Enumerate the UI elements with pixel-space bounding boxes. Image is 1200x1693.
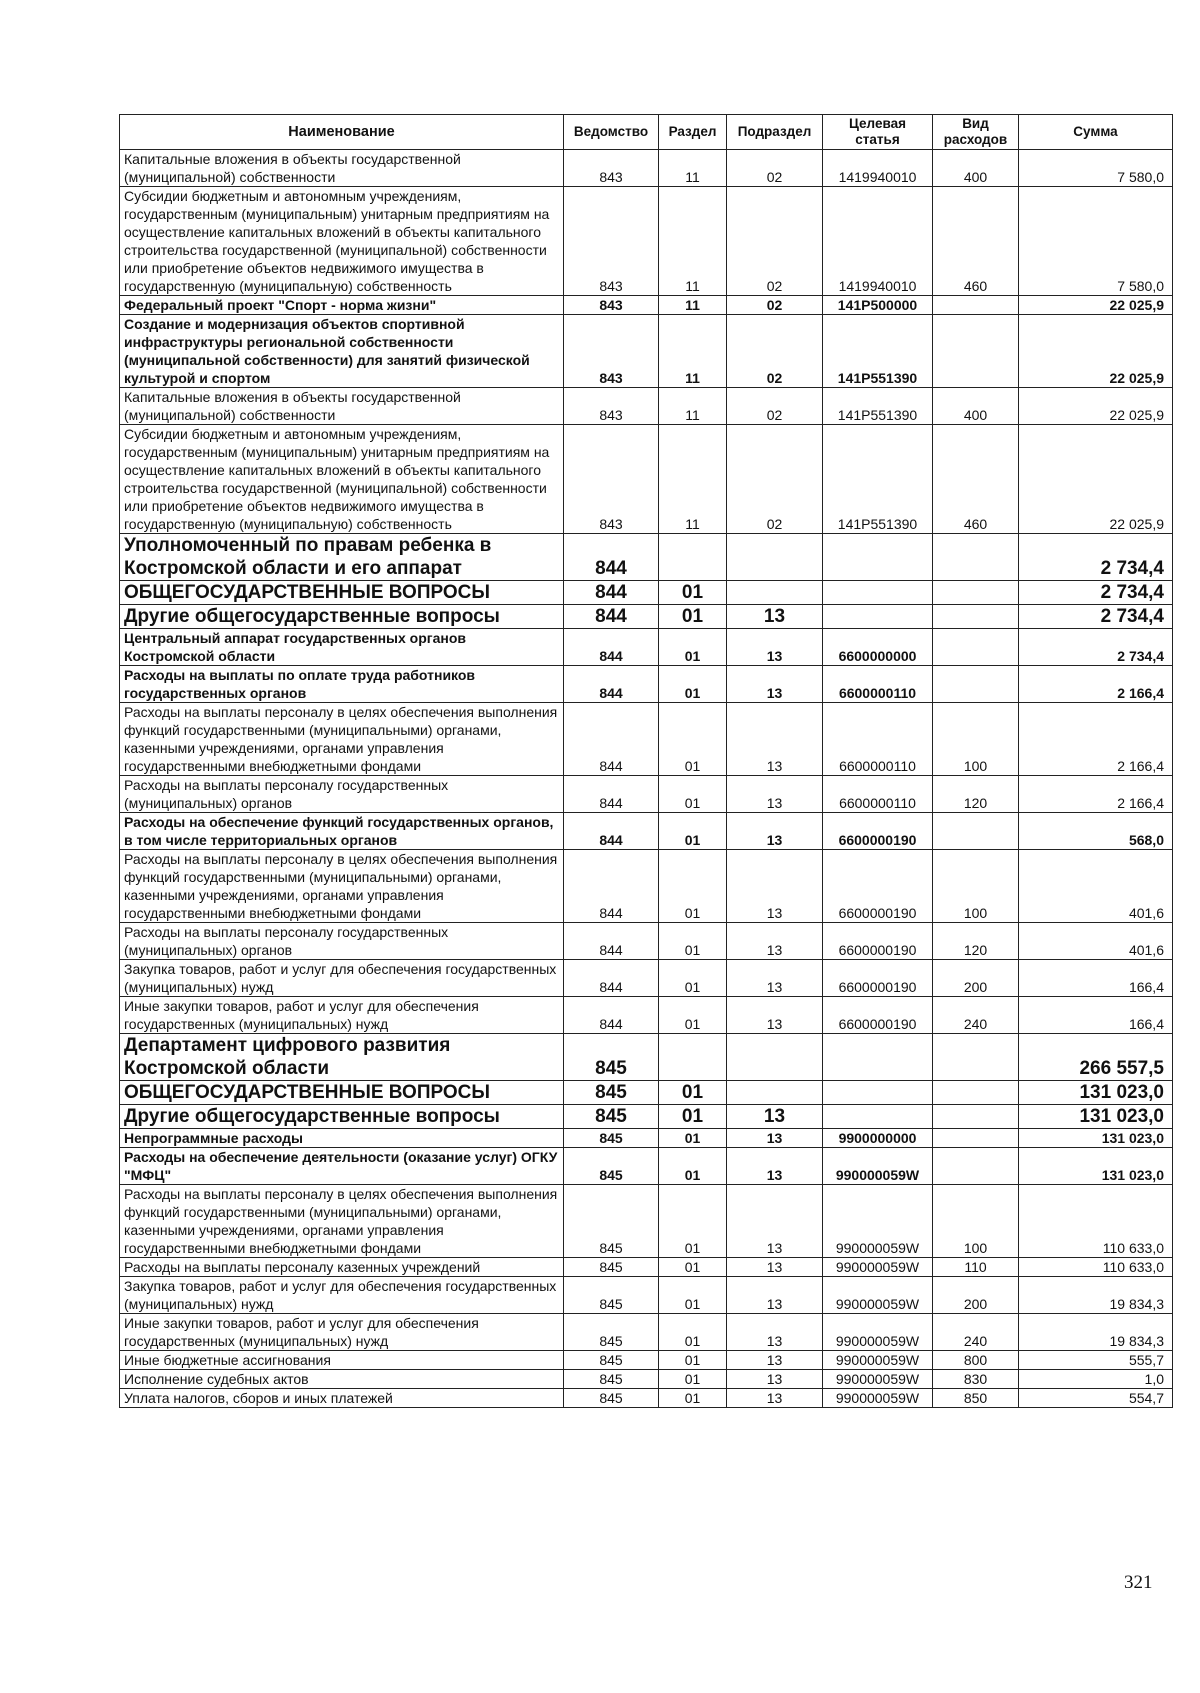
cell-vid-rashodov: 120 [933, 776, 1019, 813]
cell-name: Субсидии бюджетным и автономным учреждениям, государственным (муниципальным) унитарным предприятиям на осуществление капитальных вложений в объекты капитального строительства государственной (муниципальной) собственности или приобретение объектов недвижимого имущества в государственную (муниципальную) собственность [120, 425, 564, 534]
cell-vedomstvo: 845 [564, 1258, 659, 1277]
cell-vedomstvo: 845 [564, 1314, 659, 1351]
cell-celevaya-statya: 141P551390 [823, 315, 933, 388]
cell-vedomstvo: 843 [564, 315, 659, 388]
cell-vid-rashodov [933, 1129, 1019, 1148]
cell-vedomstvo: 845 [564, 1148, 659, 1185]
cell-celevaya-statya: 9900000000 [823, 1129, 933, 1148]
cell-vid-rashodov [933, 813, 1019, 850]
cell-razdel: 01 [659, 581, 727, 605]
cell-name: ОБЩЕГОСУДАРСТВЕННЫЕ ВОПРОСЫ [120, 581, 564, 605]
cell-podrazdel: 02 [727, 150, 823, 187]
cell-celevaya-statya: 6600000190 [823, 997, 933, 1034]
cell-razdel: 01 [659, 1277, 727, 1314]
cell-vid-rashodov: 200 [933, 960, 1019, 997]
cell-summa: 568,0 [1019, 813, 1173, 850]
cell-podrazdel [727, 1034, 823, 1081]
cell-podrazdel: 13 [727, 605, 823, 629]
cell-celevaya-statya: 6600000000 [823, 629, 933, 666]
cell-podrazdel: 13 [727, 850, 823, 923]
table-row [120, 1389, 1173, 1408]
table-row [120, 1148, 1173, 1185]
cell-razdel: 01 [659, 923, 727, 960]
cell-celevaya-statya: 6600000110 [823, 776, 933, 813]
cell-summa: 2 734,4 [1019, 581, 1173, 605]
table-row [120, 425, 1173, 534]
table-row [120, 629, 1173, 666]
table-row [120, 666, 1173, 703]
cell-podrazdel: 13 [727, 997, 823, 1034]
cell-razdel: 01 [659, 629, 727, 666]
cell-podrazdel: 02 [727, 296, 823, 315]
cell-celevaya-statya [823, 1081, 933, 1105]
cell-vid-rashodov [933, 1081, 1019, 1105]
cell-name: Расходы на выплаты персоналу в целях обеспечения выполнения функций государственными (муниципальными) органами, казенными учреждениями, органами управления государственными внебюджетными фондами [120, 850, 564, 923]
cell-celevaya-statya: 990000059W [823, 1314, 933, 1351]
table-row [120, 150, 1173, 187]
cell-summa: 22 025,9 [1019, 388, 1173, 425]
cell-summa: 131 023,0 [1019, 1148, 1173, 1185]
cell-razdel: 01 [659, 1185, 727, 1258]
table-row [120, 1370, 1173, 1389]
cell-vid-rashodov: 400 [933, 150, 1019, 187]
cell-celevaya-statya [823, 534, 933, 581]
cell-celevaya-statya: 6600000110 [823, 666, 933, 703]
cell-razdel: 11 [659, 150, 727, 187]
cell-razdel: 01 [659, 605, 727, 629]
cell-vid-rashodov: 100 [933, 703, 1019, 776]
cell-razdel: 01 [659, 1370, 727, 1389]
header-vedomstvo: Ведомство [564, 115, 659, 150]
cell-celevaya-statya: 6600000190 [823, 850, 933, 923]
cell-vedomstvo: 845 [564, 1370, 659, 1389]
cell-razdel: 11 [659, 425, 727, 534]
cell-vedomstvo: 844 [564, 997, 659, 1034]
cell-name: Центральный аппарат государственных органов Костромской области [120, 629, 564, 666]
table-row [120, 1351, 1173, 1370]
table-row [120, 581, 1173, 605]
cell-celevaya-statya: 141P551390 [823, 425, 933, 534]
cell-podrazdel: 13 [727, 666, 823, 703]
cell-podrazdel: 13 [727, 703, 823, 776]
cell-razdel: 01 [659, 1148, 727, 1185]
cell-vid-rashodov: 400 [933, 388, 1019, 425]
table-row [120, 187, 1173, 296]
table-row [120, 923, 1173, 960]
table-row [120, 296, 1173, 315]
cell-name: Расходы на выплаты персоналу в целях обеспечения выполнения функций государственными (муниципальными) органами, казенными учреждениями, органами управления государственными внебюджетными фондами [120, 703, 564, 776]
cell-podrazdel: 13 [727, 960, 823, 997]
cell-razdel: 01 [659, 1129, 727, 1148]
cell-vedomstvo: 843 [564, 296, 659, 315]
cell-podrazdel: 13 [727, 1129, 823, 1148]
cell-vedomstvo: 844 [564, 923, 659, 960]
cell-celevaya-statya: 6600000190 [823, 923, 933, 960]
cell-razdel: 11 [659, 187, 727, 296]
cell-name: Создание и модернизация объектов спортивной инфраструктуры региональной собственности (муниципальной собственности) для занятий физической культурой и спортом [120, 315, 564, 388]
cell-summa: 166,4 [1019, 960, 1173, 997]
page-number: 321 [1124, 1572, 1153, 1593]
cell-celevaya-statya: 1419940010 [823, 187, 933, 296]
cell-summa: 2 734,4 [1019, 629, 1173, 666]
cell-podrazdel: 13 [727, 629, 823, 666]
cell-summa: 131 023,0 [1019, 1081, 1173, 1105]
cell-celevaya-statya: 990000059W [823, 1185, 933, 1258]
cell-name: Расходы на обеспечение функций государственных органов, в том числе территориальных органов [120, 813, 564, 850]
cell-vid-rashodov: 110 [933, 1258, 1019, 1277]
cell-summa: 554,7 [1019, 1389, 1173, 1408]
cell-podrazdel: 13 [727, 1277, 823, 1314]
cell-razdel [659, 1034, 727, 1081]
budget-table [119, 114, 1173, 1408]
cell-name: Расходы на обеспечение деятельности (оказание услуг) ОГКУ "МФЦ" [120, 1148, 564, 1185]
cell-vedomstvo: 843 [564, 425, 659, 534]
cell-vedomstvo: 844 [564, 850, 659, 923]
table-row [120, 1129, 1173, 1148]
cell-vid-rashodov: 460 [933, 425, 1019, 534]
cell-name: Капитальные вложения в объекты государственной (муниципальной) собственности [120, 388, 564, 425]
cell-vid-rashodov [933, 666, 1019, 703]
header-podrazdel: Подраздел [727, 115, 823, 150]
cell-celevaya-statya: 990000059W [823, 1351, 933, 1370]
cell-podrazdel: 02 [727, 425, 823, 534]
cell-podrazdel [727, 534, 823, 581]
cell-summa: 22 025,9 [1019, 425, 1173, 534]
cell-name: Другие общегосударственные вопросы [120, 1105, 564, 1129]
cell-name: Субсидии бюджетным и автономным учреждениям, государственным (муниципальным) унитарным предприятиям на осуществление капитальных вложений в объекты капитального строительства государственной (муниципальной) собственности или приобретение объектов недвижимого имущества в государственную (муниципальную) собственность [120, 187, 564, 296]
cell-name: Закупка товаров, работ и услуг для обеспечения государственных (муниципальных) нужд [120, 960, 564, 997]
cell-summa: 2 734,4 [1019, 605, 1173, 629]
cell-name: Иные бюджетные ассигнования [120, 1351, 564, 1370]
cell-vid-rashodov: 200 [933, 1277, 1019, 1314]
cell-vid-rashodov: 800 [933, 1351, 1019, 1370]
cell-celevaya-statya: 990000059W [823, 1258, 933, 1277]
cell-podrazdel: 13 [727, 1370, 823, 1389]
cell-name: Исполнение судебных актов [120, 1370, 564, 1389]
cell-podrazdel: 02 [727, 315, 823, 388]
cell-podrazdel: 13 [727, 1258, 823, 1277]
cell-summa: 19 834,3 [1019, 1314, 1173, 1351]
cell-podrazdel [727, 1081, 823, 1105]
cell-razdel: 01 [659, 1105, 727, 1129]
cell-celevaya-statya: 1419940010 [823, 150, 933, 187]
cell-summa: 1,0 [1019, 1370, 1173, 1389]
cell-name: Расходы на выплаты персоналу в целях обеспечения выполнения функций государственными (муниципальными) органами, казенными учреждениями, органами управления государственными внебюджетными фондами [120, 1185, 564, 1258]
cell-name: Непрограммные расходы [120, 1129, 564, 1148]
cell-razdel: 01 [659, 703, 727, 776]
cell-vedomstvo: 844 [564, 605, 659, 629]
table-row [120, 1314, 1173, 1351]
cell-razdel: 11 [659, 388, 727, 425]
cell-razdel: 01 [659, 666, 727, 703]
table-row [120, 1185, 1173, 1258]
cell-name: Расходы на выплаты персоналу казенных учреждений [120, 1258, 564, 1277]
cell-razdel: 01 [659, 997, 727, 1034]
cell-razdel: 01 [659, 1389, 727, 1408]
cell-celevaya-statya [823, 1034, 933, 1081]
cell-summa: 131 023,0 [1019, 1105, 1173, 1129]
cell-vedomstvo: 843 [564, 388, 659, 425]
cell-name: ОБЩЕГОСУДАРСТВЕННЫЕ ВОПРОСЫ [120, 1081, 564, 1105]
cell-podrazdel: 13 [727, 1148, 823, 1185]
cell-podrazdel: 13 [727, 776, 823, 813]
cell-celevaya-statya: 141P500000 [823, 296, 933, 315]
cell-podrazdel: 13 [727, 1351, 823, 1370]
cell-podrazdel: 02 [727, 187, 823, 296]
cell-vid-rashodov [933, 1105, 1019, 1129]
cell-vedomstvo: 845 [564, 1105, 659, 1129]
cell-razdel [659, 534, 727, 581]
cell-vedomstvo: 844 [564, 534, 659, 581]
cell-name: Закупка товаров, работ и услуг для обеспечения государственных (муниципальных) нужд [120, 1277, 564, 1314]
cell-celevaya-statya: 990000059W [823, 1370, 933, 1389]
cell-vid-rashodov [933, 605, 1019, 629]
cell-razdel: 01 [659, 1081, 727, 1105]
cell-vedomstvo: 844 [564, 581, 659, 605]
cell-celevaya-statya [823, 605, 933, 629]
cell-summa: 7 580,0 [1019, 187, 1173, 296]
table-row [120, 703, 1173, 776]
cell-name: Расходы на выплаты персоналу государственных (муниципальных) органов [120, 923, 564, 960]
cell-podrazdel: 13 [727, 1314, 823, 1351]
cell-vedomstvo: 843 [564, 150, 659, 187]
cell-vid-rashodov: 240 [933, 997, 1019, 1034]
cell-vedomstvo: 845 [564, 1034, 659, 1081]
cell-razdel: 11 [659, 315, 727, 388]
cell-vid-rashodov [933, 1034, 1019, 1081]
cell-razdel: 01 [659, 776, 727, 813]
cell-vid-rashodov: 100 [933, 1185, 1019, 1258]
header-razdel: Раздел [659, 115, 727, 150]
header-vid-rashodov: Вид расходов [933, 115, 1019, 150]
cell-vedomstvo: 845 [564, 1277, 659, 1314]
cell-vedomstvo: 844 [564, 776, 659, 813]
header-summa: Сумма [1019, 115, 1173, 150]
table-row [120, 1277, 1173, 1314]
cell-vedomstvo: 844 [564, 666, 659, 703]
cell-summa: 2 166,4 [1019, 703, 1173, 776]
cell-podrazdel: 02 [727, 388, 823, 425]
header-celevaya-statya: Целевая статья [823, 115, 933, 150]
cell-vid-rashodov: 830 [933, 1370, 1019, 1389]
cell-podrazdel: 13 [727, 1105, 823, 1129]
cell-name: Федеральный проект "Спорт - норма жизни" [120, 296, 564, 315]
table-body [120, 150, 1173, 1408]
cell-vedomstvo: 844 [564, 813, 659, 850]
cell-vedomstvo: 845 [564, 1081, 659, 1105]
cell-summa: 110 633,0 [1019, 1258, 1173, 1277]
cell-razdel: 01 [659, 813, 727, 850]
cell-summa: 401,6 [1019, 923, 1173, 960]
cell-summa: 2 734,4 [1019, 534, 1173, 581]
cell-summa: 131 023,0 [1019, 1129, 1173, 1148]
cell-vid-rashodov [933, 296, 1019, 315]
cell-name: Капитальные вложения в объекты государственной (муниципальной) собственности [120, 150, 564, 187]
cell-name: Департамент цифрового развития Костромской области [120, 1034, 564, 1081]
cell-summa: 22 025,9 [1019, 315, 1173, 388]
cell-celevaya-statya: 6600000190 [823, 960, 933, 997]
cell-name: Иные закупки товаров, работ и услуг для обеспечения государственных (муниципальных) нужд [120, 1314, 564, 1351]
cell-vid-rashodov: 850 [933, 1389, 1019, 1408]
cell-summa: 110 633,0 [1019, 1185, 1173, 1258]
cell-podrazdel: 13 [727, 1185, 823, 1258]
cell-summa: 22 025,9 [1019, 296, 1173, 315]
table-row [120, 534, 1173, 581]
cell-razdel: 01 [659, 850, 727, 923]
cell-razdel: 11 [659, 296, 727, 315]
table-row [120, 1105, 1173, 1129]
cell-name: Расходы на выплаты персоналу государственных (муниципальных) органов [120, 776, 564, 813]
cell-name: Иные закупки товаров, работ и услуг для обеспечения государственных (муниципальных) нужд [120, 997, 564, 1034]
cell-vedomstvo: 845 [564, 1351, 659, 1370]
header-name: Наименование [120, 115, 564, 150]
cell-vid-rashodov [933, 629, 1019, 666]
table-row [120, 850, 1173, 923]
cell-summa: 166,4 [1019, 997, 1173, 1034]
cell-name: Уплата налогов, сборов и иных платежей [120, 1389, 564, 1408]
cell-vid-rashodov: 100 [933, 850, 1019, 923]
cell-podrazdel: 13 [727, 1389, 823, 1408]
cell-razdel: 01 [659, 1314, 727, 1351]
table-row [120, 1034, 1173, 1081]
cell-summa: 2 166,4 [1019, 666, 1173, 703]
table-header-row [120, 115, 1173, 150]
cell-vid-rashodov: 460 [933, 187, 1019, 296]
cell-vid-rashodov [933, 1148, 1019, 1185]
table-row [120, 813, 1173, 850]
cell-vedomstvo: 845 [564, 1185, 659, 1258]
cell-vedomstvo: 844 [564, 960, 659, 997]
cell-vedomstvo: 845 [564, 1129, 659, 1148]
table-row [120, 605, 1173, 629]
cell-razdel: 01 [659, 1351, 727, 1370]
cell-podrazdel: 13 [727, 923, 823, 960]
budget-document [119, 114, 1172, 1408]
table-row [120, 1081, 1173, 1105]
cell-celevaya-statya: 6600000190 [823, 813, 933, 850]
cell-celevaya-statya: 141P551390 [823, 388, 933, 425]
cell-summa: 401,6 [1019, 850, 1173, 923]
cell-vid-rashodov [933, 581, 1019, 605]
cell-vid-rashodov [933, 315, 1019, 388]
cell-podrazdel: 13 [727, 813, 823, 850]
cell-vedomstvo: 843 [564, 187, 659, 296]
cell-vedomstvo: 845 [564, 1389, 659, 1408]
table-row [120, 388, 1173, 425]
cell-celevaya-statya [823, 1105, 933, 1129]
table-row [120, 1258, 1173, 1277]
cell-vedomstvo: 844 [564, 629, 659, 666]
cell-summa: 7 580,0 [1019, 150, 1173, 187]
cell-celevaya-statya: 990000059W [823, 1148, 933, 1185]
table-row [120, 997, 1173, 1034]
cell-celevaya-statya: 990000059W [823, 1277, 933, 1314]
table-row [120, 960, 1173, 997]
cell-razdel: 01 [659, 960, 727, 997]
cell-name: Уполномоченный по правам ребенка в Костромской области и его аппарат [120, 534, 564, 581]
cell-summa: 19 834,3 [1019, 1277, 1173, 1314]
cell-vid-rashodov [933, 534, 1019, 581]
cell-vid-rashodov: 120 [933, 923, 1019, 960]
cell-celevaya-statya: 990000059W [823, 1389, 933, 1408]
cell-name: Расходы на выплаты по оплате труда работников государственных органов [120, 666, 564, 703]
cell-podrazdel [727, 581, 823, 605]
cell-summa: 266 557,5 [1019, 1034, 1173, 1081]
cell-celevaya-statya: 6600000110 [823, 703, 933, 776]
cell-summa: 555,7 [1019, 1351, 1173, 1370]
cell-name: Другие общегосударственные вопросы [120, 605, 564, 629]
cell-summa: 2 166,4 [1019, 776, 1173, 813]
cell-vid-rashodov: 240 [933, 1314, 1019, 1351]
cell-celevaya-statya [823, 581, 933, 605]
table-row [120, 315, 1173, 388]
table-row [120, 776, 1173, 813]
cell-vedomstvo: 844 [564, 703, 659, 776]
cell-razdel: 01 [659, 1258, 727, 1277]
